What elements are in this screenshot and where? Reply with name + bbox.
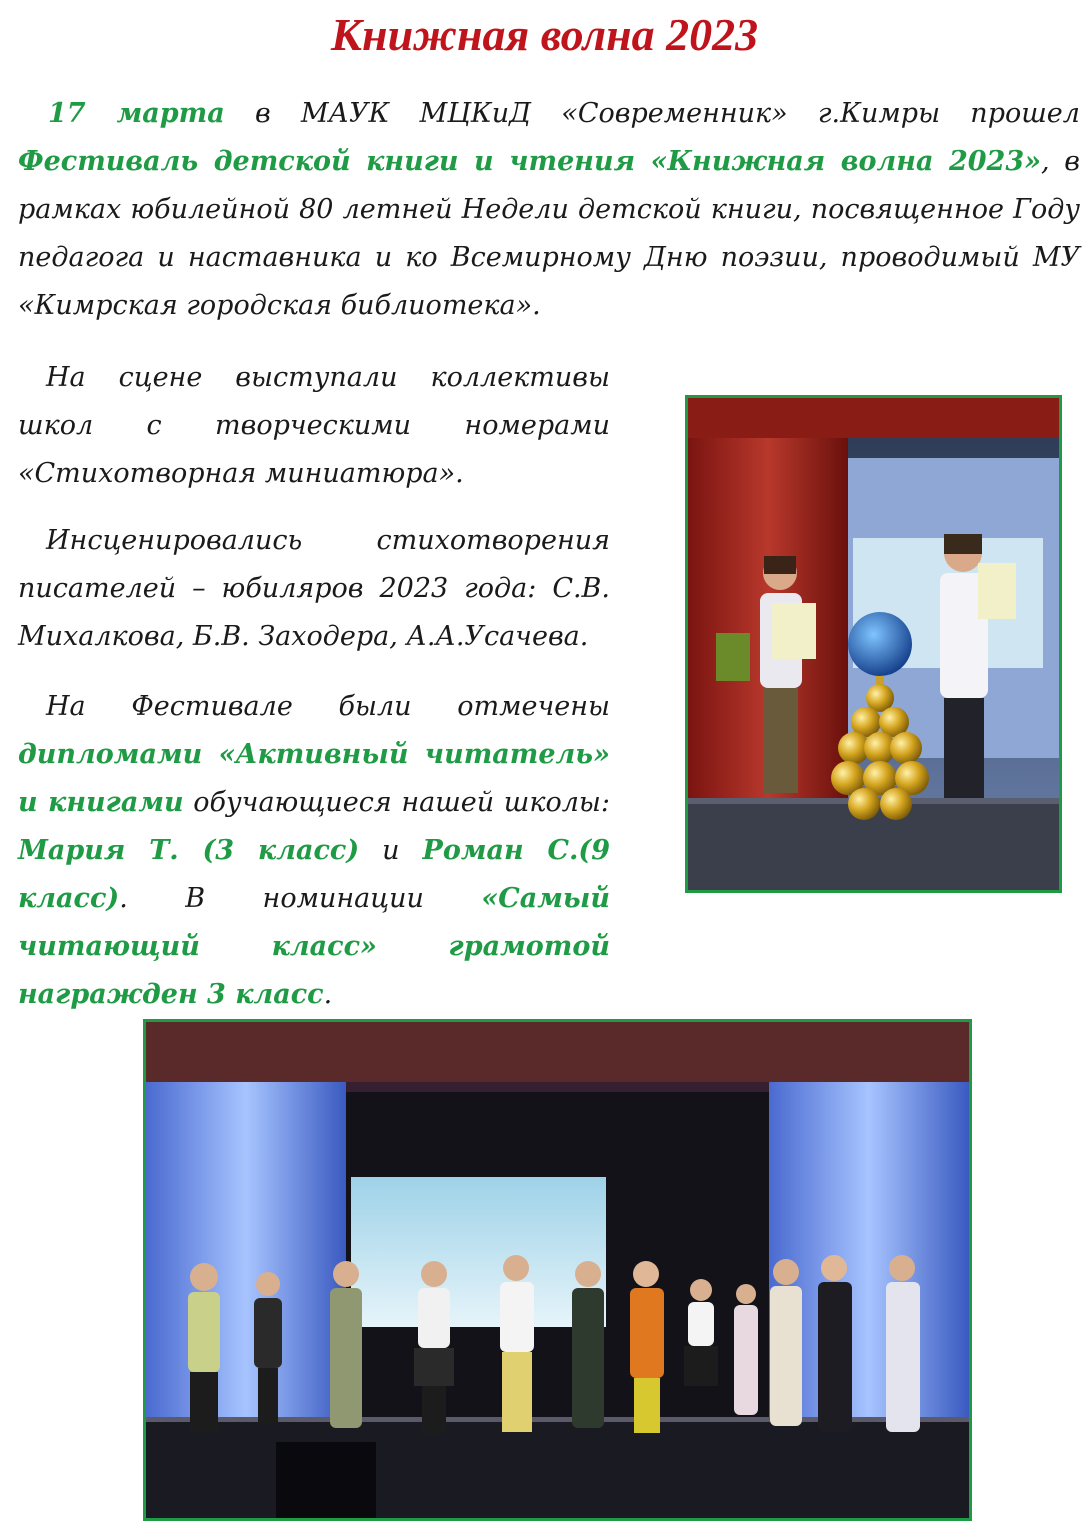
intro-text-1: в МАУК МЦКиД «Современник» г.Кимры прошел <box>224 98 1080 129</box>
awards-text-5: . <box>323 979 333 1010</box>
intro-text-2: , в рамках юбилейной 80 летней Недели детской книги, посвященное Году педагога и наставника и ко Всемирному Дню поэзии, проводимый МУ «Кимрская городская библиотека». <box>18 146 1080 321</box>
winners-photo <box>685 395 1062 893</box>
awards-paragraph <box>18 683 610 1019</box>
student-roman: Роман С.(9 класс) <box>18 835 610 914</box>
group-photo <box>143 1019 972 1521</box>
event-date: 17 марта <box>48 98 225 129</box>
awards-text-2: обучающиеся нашей школы: <box>183 787 610 818</box>
awards-text-3: и <box>359 835 423 866</box>
poems-paragraph: Инсценировались стихотворения писателей – юбиляров 2023 года: С.В. Михалкова, Б.В. Заходера, А.А.Усачева. <box>18 525 610 652</box>
awards-text-4: . В номинации <box>119 883 482 914</box>
stage-paragraph: На сцене выступали коллективы школ с творческими номерами «Стихотворная миниатюра». <box>18 362 610 489</box>
student-maria: Мария Т. (3 класс) <box>18 835 360 866</box>
festival-name: Фестиваль детской книги и чтения «Книжная волна 2023» <box>18 146 1041 177</box>
intro-paragraph <box>18 90 1080 330</box>
awards-highlight: дипломами «Активный читатель» и книгами <box>18 739 610 818</box>
page-title: Книжная волна 2023 <box>330 9 759 60</box>
nomination-highlight: «Самый читающий класс» грамотой награжден 3 класс <box>18 883 610 1010</box>
awards-text-1: На Фестивале были отмечены <box>46 691 610 722</box>
